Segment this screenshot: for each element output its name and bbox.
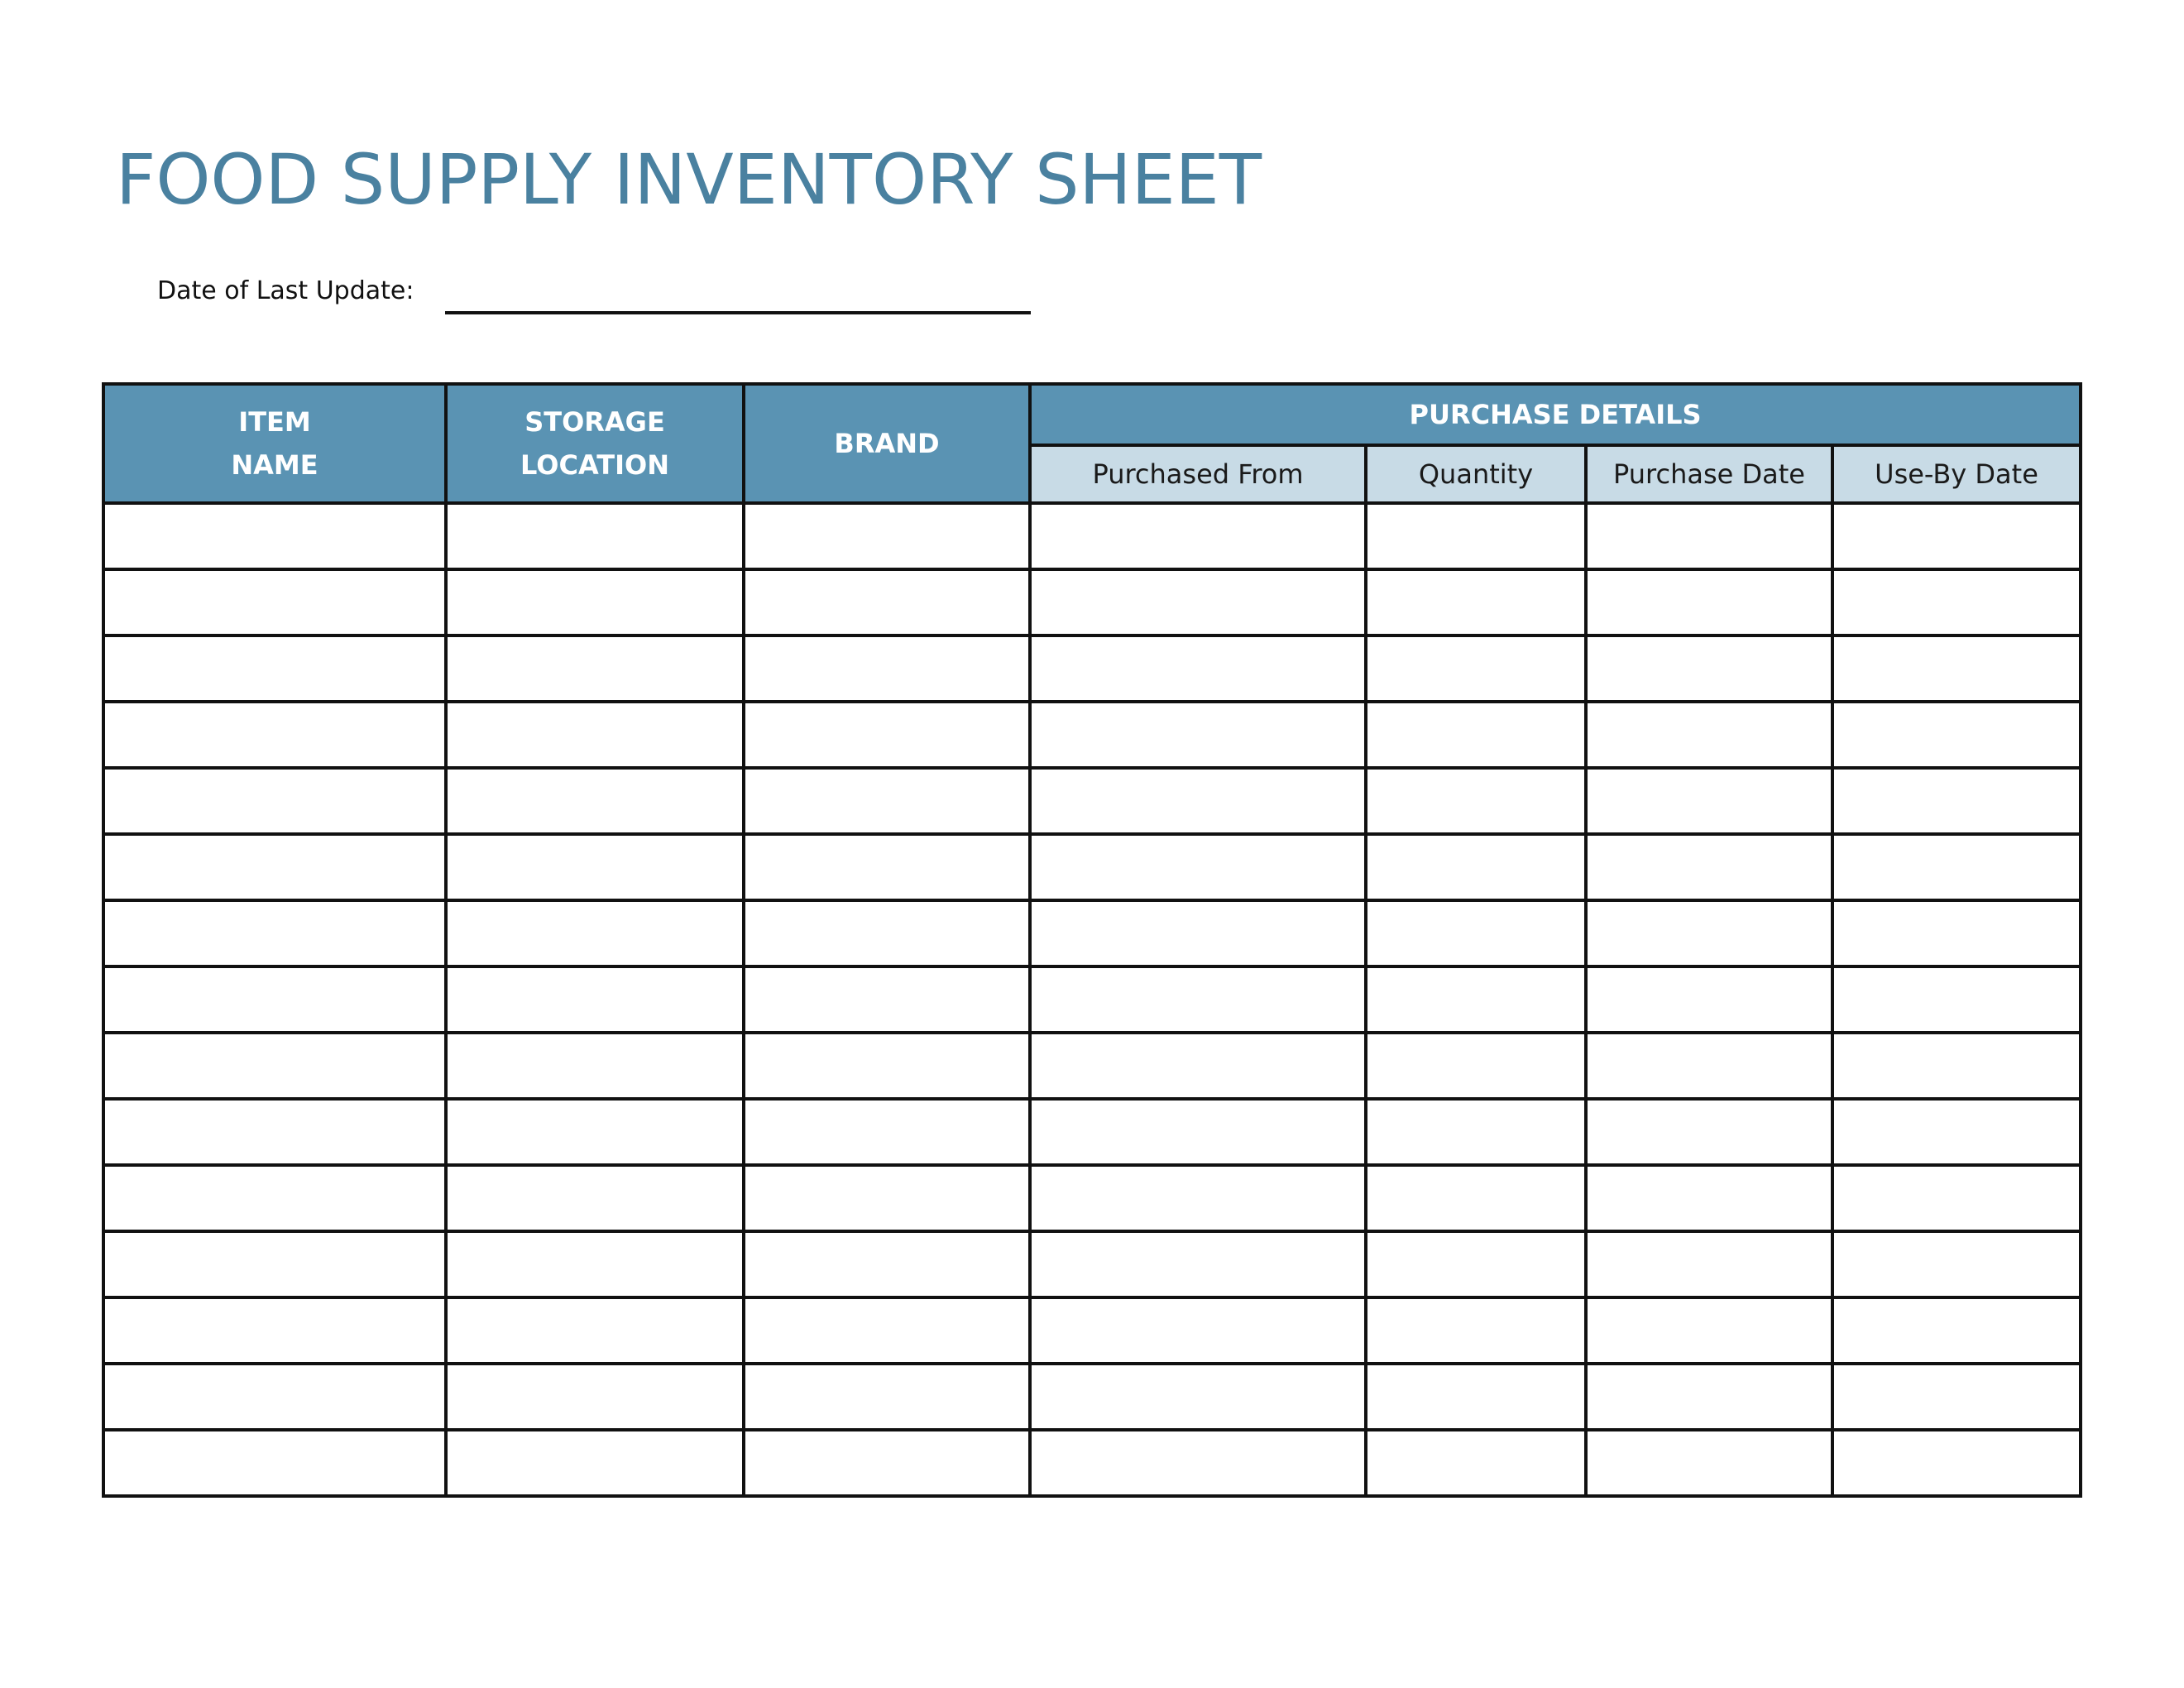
cell-quantity[interactable] <box>1366 702 1586 768</box>
cell-use-by-date[interactable] <box>1832 1430 2081 1496</box>
cell-purchase-date[interactable] <box>1586 900 1832 966</box>
cell-use-by-date[interactable] <box>1832 1297 2081 1364</box>
cell-brand[interactable] <box>744 966 1030 1033</box>
cell-brand[interactable] <box>744 1033 1030 1099</box>
cell-storage-location[interactable] <box>446 1297 744 1364</box>
cell-purchased-from[interactable] <box>1030 1364 1366 1430</box>
cell-item-name[interactable] <box>103 1099 446 1165</box>
column-header-storage-location: STORAGE LOCATION <box>446 384 744 503</box>
cell-purchased-from[interactable] <box>1030 768 1366 834</box>
cell-quantity[interactable] <box>1366 834 1586 900</box>
cell-item-name[interactable] <box>103 1165 446 1231</box>
table-row <box>103 900 2081 966</box>
cell-purchase-date[interactable] <box>1586 503 1832 569</box>
table-row <box>103 569 2081 635</box>
cell-purchased-from[interactable] <box>1030 635 1366 702</box>
cell-quantity[interactable] <box>1366 1364 1586 1430</box>
cell-item-name[interactable] <box>103 503 446 569</box>
cell-quantity[interactable] <box>1366 1231 1586 1297</box>
cell-item-name[interactable] <box>103 1364 446 1430</box>
cell-brand[interactable] <box>744 900 1030 966</box>
cell-quantity[interactable] <box>1366 503 1586 569</box>
cell-brand[interactable] <box>744 702 1030 768</box>
cell-purchase-date[interactable] <box>1586 1099 1832 1165</box>
cell-purchase-date[interactable] <box>1586 635 1832 702</box>
cell-purchase-date[interactable] <box>1586 834 1832 900</box>
table-row <box>103 1099 2081 1165</box>
cell-quantity[interactable] <box>1366 1430 1586 1496</box>
cell-brand[interactable] <box>744 834 1030 900</box>
cell-item-name[interactable] <box>103 1231 446 1297</box>
column-header-item-name <box>103 384 446 503</box>
cell-purchased-from[interactable] <box>1030 1430 1366 1496</box>
cell-storage-location[interactable] <box>446 1430 744 1496</box>
cell-brand[interactable] <box>744 503 1030 569</box>
cell-use-by-date[interactable] <box>1832 834 2081 900</box>
table-row <box>103 702 2081 768</box>
cell-quantity[interactable] <box>1366 1099 1586 1165</box>
date-of-last-update-label: Date of Last Update: <box>157 276 414 305</box>
cell-item-name[interactable] <box>103 569 446 635</box>
cell-item-name[interactable] <box>103 966 446 1033</box>
cell-brand[interactable] <box>744 1430 1030 1496</box>
cell-quantity[interactable] <box>1366 635 1586 702</box>
cell-storage-location[interactable] <box>446 900 744 966</box>
cell-item-name[interactable] <box>103 1033 446 1099</box>
cell-purchase-date[interactable] <box>1586 702 1832 768</box>
cell-use-by-date[interactable] <box>1832 635 2081 702</box>
cell-item-name[interactable] <box>103 635 446 702</box>
cell-purchase-date[interactable] <box>1586 966 1832 1033</box>
cell-brand[interactable] <box>744 569 1030 635</box>
cell-purchase-date[interactable] <box>1586 1364 1832 1430</box>
cell-item-name[interactable] <box>103 1297 446 1364</box>
table-row <box>103 635 2081 702</box>
cell-purchased-from[interactable] <box>1030 503 1366 569</box>
item-name-header-line2: NAME <box>231 449 318 481</box>
cell-storage-location[interactable] <box>446 635 744 702</box>
cell-use-by-date[interactable] <box>1832 1231 2081 1297</box>
date-of-last-update-field[interactable] <box>445 311 1031 314</box>
table-row <box>103 1231 2081 1297</box>
cell-storage-location[interactable] <box>446 1231 744 1297</box>
item-name-header-line1: ITEM <box>238 406 311 438</box>
inventory-table-body <box>103 503 2081 1496</box>
cell-use-by-date[interactable] <box>1832 503 2081 569</box>
cell-purchased-from[interactable] <box>1030 1033 1366 1099</box>
cell-purchase-date[interactable] <box>1586 569 1832 635</box>
cell-storage-location[interactable] <box>446 1165 744 1231</box>
cell-use-by-date[interactable] <box>1832 768 2081 834</box>
cell-use-by-date[interactable] <box>1832 1364 2081 1430</box>
column-header-use-by-date: Use-By Date <box>1832 445 2081 503</box>
cell-purchased-from[interactable] <box>1030 966 1366 1033</box>
cell-brand[interactable] <box>744 1165 1030 1231</box>
cell-purchase-date[interactable] <box>1586 1165 1832 1231</box>
table-row <box>103 1297 2081 1364</box>
table-row <box>103 503 2081 569</box>
cell-storage-location[interactable] <box>446 768 744 834</box>
cell-quantity[interactable] <box>1366 900 1586 966</box>
table-row <box>103 966 2081 1033</box>
cell-brand[interactable] <box>744 1364 1030 1430</box>
cell-storage-location[interactable] <box>446 569 744 635</box>
cell-storage-location[interactable] <box>446 1364 744 1430</box>
column-header-brand: BRAND <box>744 384 1030 503</box>
cell-purchased-from[interactable] <box>1030 900 1366 966</box>
cell-storage-location[interactable] <box>446 702 744 768</box>
cell-purchase-date[interactable] <box>1586 1231 1832 1297</box>
cell-purchased-from[interactable] <box>1030 834 1366 900</box>
cell-purchase-date[interactable] <box>1586 1033 1832 1099</box>
cell-purchase-date[interactable] <box>1586 1430 1832 1496</box>
cell-brand[interactable] <box>744 1297 1030 1364</box>
cell-quantity[interactable] <box>1366 768 1586 834</box>
cell-quantity[interactable] <box>1366 569 1586 635</box>
cell-use-by-date[interactable] <box>1832 569 2081 635</box>
column-header-quantity: Quantity <box>1366 445 1586 503</box>
cell-storage-location[interactable] <box>446 834 744 900</box>
cell-quantity[interactable] <box>1366 1033 1586 1099</box>
cell-quantity[interactable] <box>1366 966 1586 1033</box>
cell-purchase-date[interactable] <box>1586 1297 1832 1364</box>
cell-item-name[interactable] <box>103 834 446 900</box>
cell-use-by-date[interactable] <box>1832 966 2081 1033</box>
cell-use-by-date[interactable] <box>1832 702 2081 768</box>
table-row <box>103 1430 2081 1496</box>
cell-item-name[interactable] <box>103 1430 446 1496</box>
table-row <box>103 768 2081 834</box>
column-header-purchase-date: Purchase Date <box>1586 445 1832 503</box>
cell-purchased-from[interactable] <box>1030 1099 1366 1165</box>
cell-storage-location[interactable] <box>446 966 744 1033</box>
cell-storage-location[interactable] <box>446 1033 744 1099</box>
cell-use-by-date[interactable] <box>1832 1165 2081 1231</box>
table-row <box>103 1364 2081 1430</box>
cell-brand[interactable] <box>744 635 1030 702</box>
inventory-table <box>102 382 2082 1498</box>
cell-quantity[interactable] <box>1366 1165 1586 1231</box>
cell-purchased-from[interactable] <box>1030 569 1366 635</box>
cell-purchased-from[interactable] <box>1030 1231 1366 1297</box>
page-title: FOOD SUPPLY INVENTORY SHEET <box>116 139 1262 220</box>
table-row <box>103 834 2081 900</box>
cell-quantity[interactable] <box>1366 1297 1586 1364</box>
cell-purchased-from[interactable] <box>1030 1297 1366 1364</box>
cell-use-by-date[interactable] <box>1832 1099 2081 1165</box>
cell-purchased-from[interactable] <box>1030 702 1366 768</box>
cell-storage-location[interactable] <box>446 1099 744 1165</box>
cell-brand[interactable] <box>744 1099 1030 1165</box>
cell-purchase-date[interactable] <box>1586 768 1832 834</box>
cell-item-name[interactable] <box>103 768 446 834</box>
cell-item-name[interactable] <box>103 702 446 768</box>
cell-use-by-date[interactable] <box>1832 900 2081 966</box>
cell-purchased-from[interactable] <box>1030 1165 1366 1231</box>
cell-brand[interactable] <box>744 1231 1030 1297</box>
table-row <box>103 1033 2081 1099</box>
cell-brand[interactable] <box>744 768 1030 834</box>
column-header-purchased-from: Purchased From <box>1030 445 1366 503</box>
cell-storage-location[interactable] <box>446 503 744 569</box>
cell-item-name[interactable] <box>103 900 446 966</box>
cell-use-by-date[interactable] <box>1832 1033 2081 1099</box>
column-group-purchase-details: PURCHASE DETAILS <box>1030 384 2081 445</box>
table-row <box>103 1165 2081 1231</box>
